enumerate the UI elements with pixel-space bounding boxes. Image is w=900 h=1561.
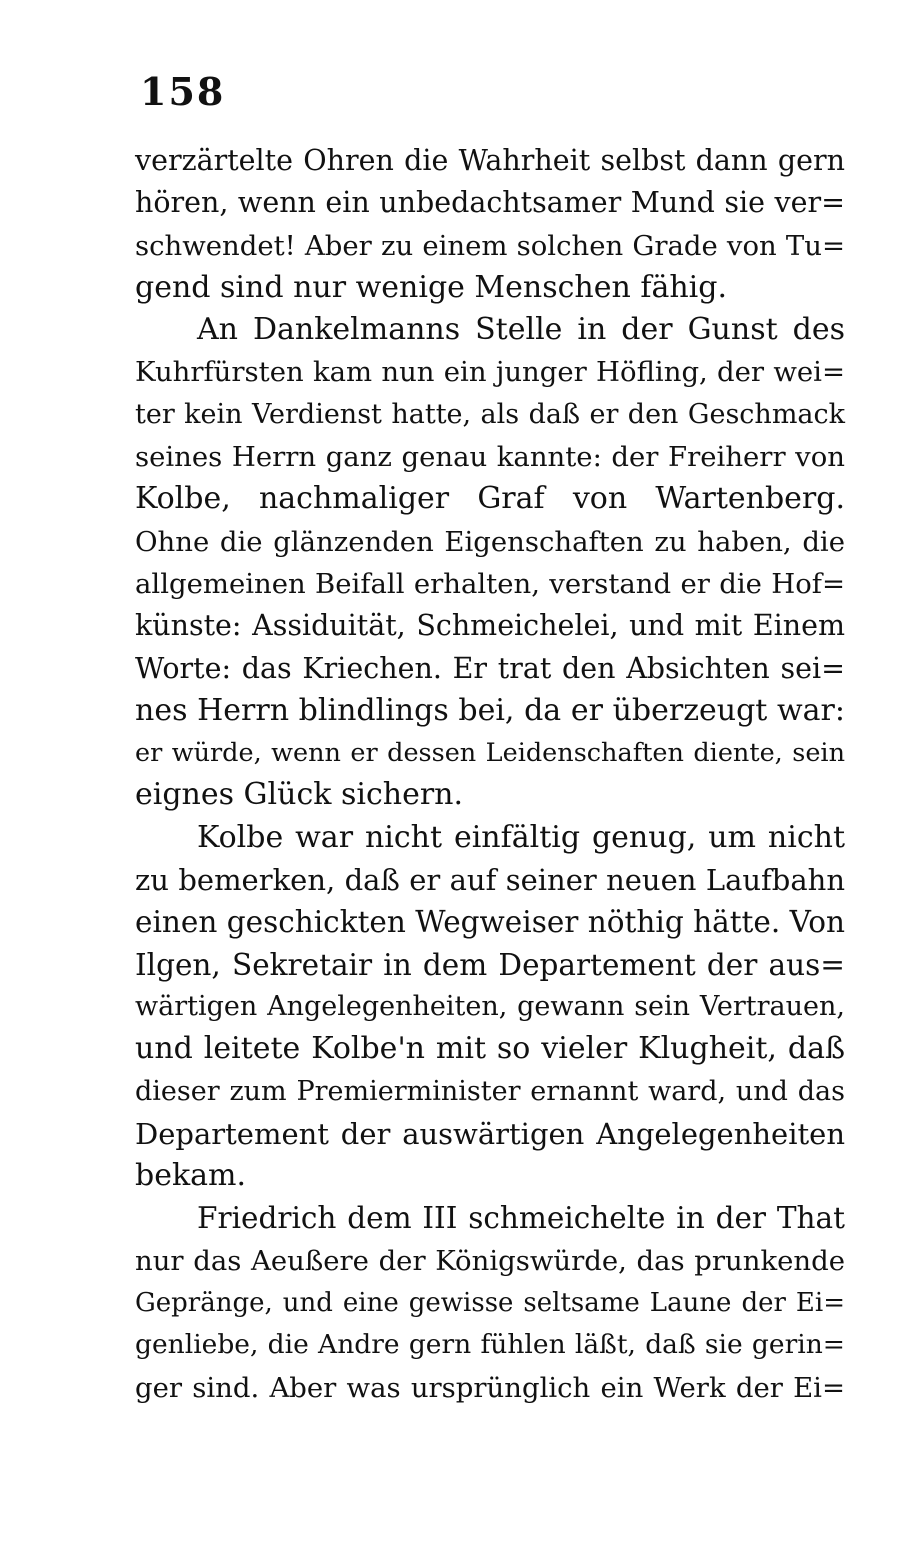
text-line: Ohne die glänzenden Eigenschaften zu haben, die xyxy=(135,525,845,558)
text-line: Worte: das Kriechen. Er trat den Absichten sei= xyxy=(135,651,845,685)
page-number: 158 xyxy=(140,69,226,114)
text-line: schwendet! Aber zu einem solchen Grade von Tu= xyxy=(135,229,845,262)
text-line: Kolbe, nachmaliger Graf von Wartenberg. xyxy=(135,481,845,517)
text-line: dieser zum Premierminister ernannt ward, und das xyxy=(135,1075,845,1107)
text-line: hören, wenn ein unbedachtsamer Mund sie ver= xyxy=(135,186,845,220)
text-line: einen geschickten Wegweiser nöthig hätte. Von xyxy=(135,905,845,940)
text-line: seines Herrn ganz genau kannte: der Freiherr von xyxy=(135,441,845,474)
text-line: zu bemerken, daß er auf seiner neuen Laufbahn xyxy=(135,863,845,898)
body-text xyxy=(135,140,845,1409)
text-line: Kolbe war nicht einfältig genug, um nicht xyxy=(197,819,845,855)
text-line: und leitete Kolbe'n mit so vieler Klugheit, daß xyxy=(135,1031,845,1067)
text-line: verzärtelte Ohren die Wahrheit selbst dann gern xyxy=(135,144,845,177)
text-line: ger sind. Aber was ursprünglich ein Werk der Ei= xyxy=(135,1371,845,1404)
text-line: An Dankelmanns Stelle in der Gunst des xyxy=(197,312,845,348)
text-line: Departement der auswärtigen Angelegenheiten xyxy=(135,1116,845,1151)
text-line: wärtigen Angelegenheiten, gewann sein Vertrauen, xyxy=(135,990,845,1022)
text-line: ter kein Verdienst hatte, als daß er den Geschmack xyxy=(135,398,845,430)
text-line: künste: Assiduität, Schmeichelei, und mit Einem xyxy=(135,609,845,643)
text-line: nes Herrn blindlings bei, da er überzeugt war: xyxy=(135,692,845,728)
text-line: Kuhrfürsten kam nun ein junger Höfling, der wei= xyxy=(135,356,845,389)
text-line: eignes Glück sichern. xyxy=(135,777,464,813)
text-line: gend sind nur wenige Menschen fähig. xyxy=(135,269,728,305)
text-line: bekam. xyxy=(135,1158,247,1194)
text-line: er würde, wenn er dessen Leidenschaften diente, sein xyxy=(135,738,845,769)
text-line: Ilgen, Sekretair in dem Departement der aus= xyxy=(135,947,845,982)
text-line: Gepränge, und eine gewisse seltsame Laune der Ei= xyxy=(135,1288,845,1319)
text-line: allgemeinen Beifall erhalten, verstand er die Hof= xyxy=(135,567,845,600)
text-line: genliebe, die Andre gern fühlen läßt, daß sie gerin= xyxy=(135,1329,845,1361)
text-line: nur das Aeußere der Königswürde, das prunkende xyxy=(135,1244,845,1277)
text-line: Friedrich dem III schmeichelte in der That xyxy=(197,1201,845,1236)
